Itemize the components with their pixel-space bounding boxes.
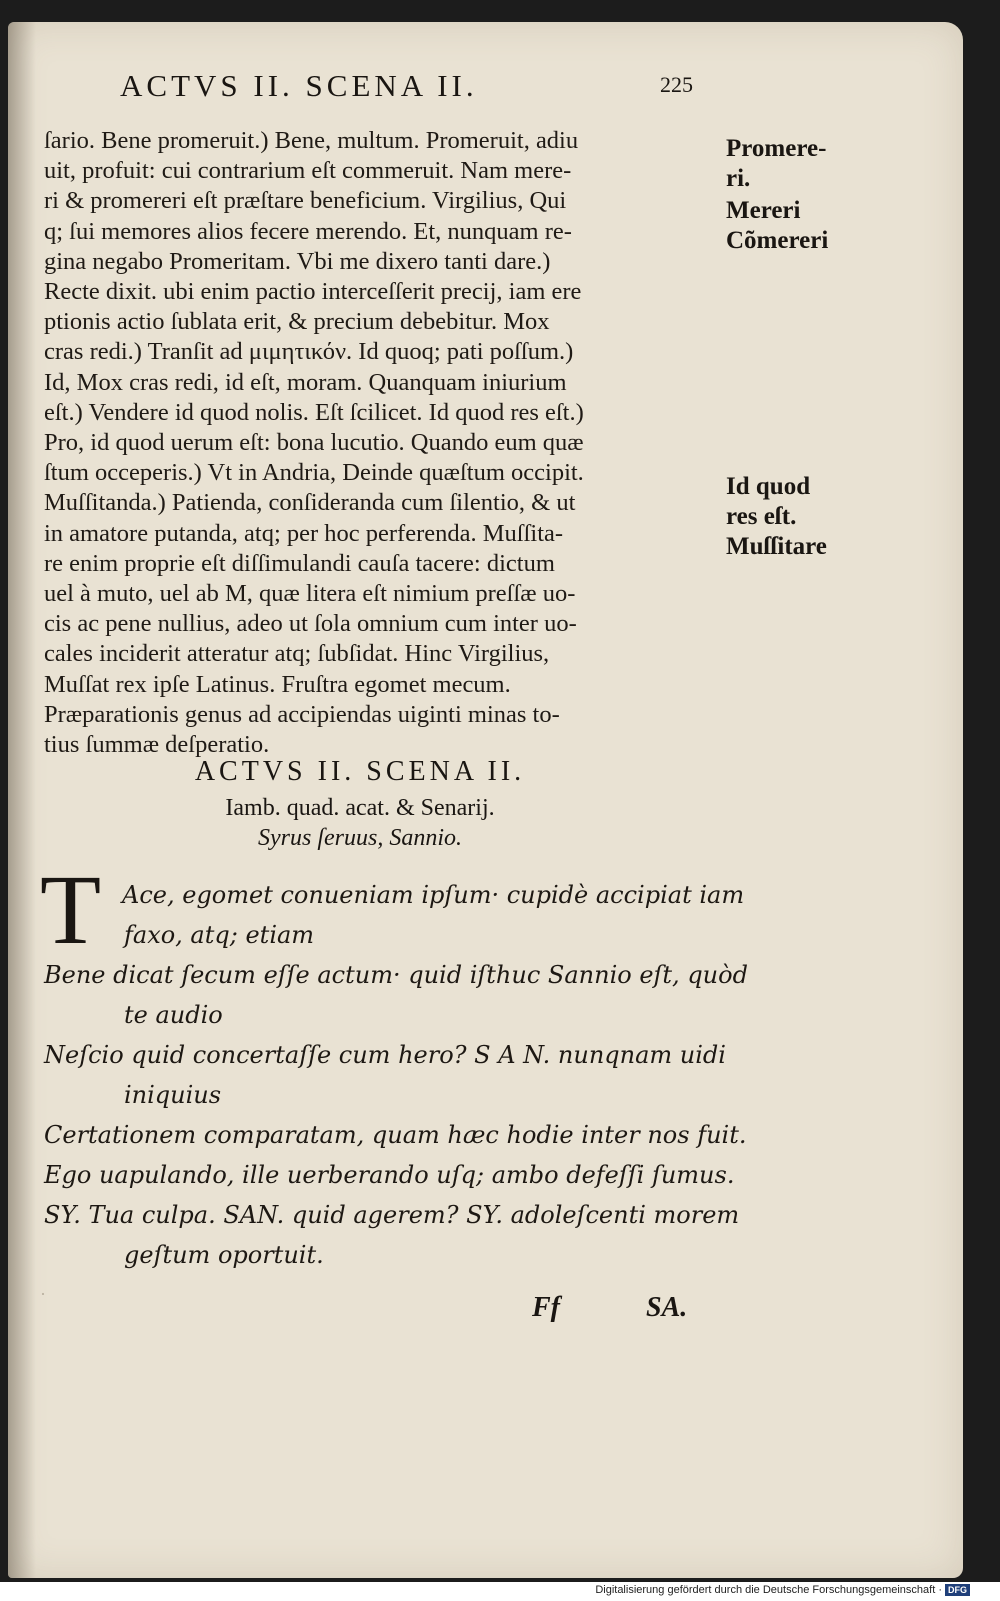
dfg-logo: DFG [945,1584,970,1596]
margin-note-line: Mereri [726,197,801,224]
verse-line: faxo, atq; etiam [124,921,315,949]
drop-cap: T [40,854,102,965]
commentary-line: ſtum occeperis.) Vt in Andria, Deinde quæſtum occipit. [44,459,584,487]
verse-block [44,875,748,1275]
verse-line: iniquius [124,1081,222,1109]
page-number: 225 [660,72,693,97]
margin-note [726,472,810,532]
commentary-line: uit, profuit: cui contrarium eſt commeruit. Nam mere- [44,157,572,185]
commentary-line: ptionis actio ſublata erit, & precium debebitur. Mox [44,308,550,336]
signature-mark: Ff [532,1292,560,1323]
verse-line: te audio [124,1001,223,1029]
commentary-line: Id, Mox cras redi, id eſt, moram. Quanquam iniurium [44,368,567,396]
footer-text: Digitalisierung gefördert durch die Deutsche Forschungsgemeinschaft · [595,1584,942,1596]
verse-line: Neſcio quid concertaſſe cum hero? S A N. nunqnam uidi [44,1041,726,1069]
commentary-line: Muſſat rex ipſe Latinus. Fruſtra egomet mecum. [44,670,511,698]
commentary-line: eſt.) Vendere id quod nolis. Eſt ſcilicet. Id quod res eſt.) [44,398,584,426]
margin-note-line: Cõmereri [726,227,829,254]
margin-note-line: ri. [726,165,751,192]
margin-note [726,196,800,226]
commentary-line: q; ſui memores alios fecere merendo. Et, nunquam re- [44,217,572,245]
commentary-line: Præparationis genus ad accipiendas uiginti minas to- [44,700,560,728]
verse-line: Bene dicat ſecum eſſe actum· quid iſthuc Sannio eſt, quòd [44,961,748,989]
catchword: SA. [646,1292,688,1323]
digitization-footer [595,1584,970,1596]
verse-line: geſtum oportuit. [124,1241,324,1269]
margin-note-line: Promere- [726,135,827,162]
verse-line: Ego uapulando, ille uerberando uſq; ambo defeſſi ſumus. [44,1161,735,1189]
commentary-line: ſario. Bene promeruit.) Bene, multum. Promeruit, adiu [44,127,579,154]
margin-note-line: Muſſitare [726,533,827,560]
running-head: ACTVS II. SCENA II. [120,68,478,103]
commentary-line: uel à muto, uel ab M, quæ litera eſt nimium preſſæ uo- [44,580,576,608]
verse-line: SY. Tua culpa. SAN. quid agerem? SY. adoleſcenti morem [44,1201,740,1229]
margin-note-line: res eſt. [726,503,797,530]
commentary-line: tius ſummæ deſperatio. [44,731,270,759]
dramatis-personae: Syrus ſeruus, Sannio. [258,825,462,851]
margin-note [726,532,827,562]
gutter-shadow [8,22,36,1578]
commentary-line: re enim proprie eſt diſſimulandi cauſa tacere: dictum [44,549,555,577]
commentary-line: in amatore putanda, atq; per hoc perferenda. Muſſita- [44,519,564,547]
commentary-line: Muſſitanda.) Patienda, conſideranda cum ſilentio, & ut [44,489,576,517]
meter-line: Iamb. quad. acat. & Senarij. [225,795,495,821]
commentary-line: cras redi.) Tranſit ad μιμητικόν. Id quoq; pati poſſum.) [44,338,574,366]
commentary-line: cis ac pene nullius, adeo ut ſola omnium cum inter uo- [44,610,577,638]
commentary-line: cales inciderit atteratur atq; ſubſidat. Hinc Virgilius, [44,640,550,668]
verse-line: Certationem comparatam, quam hæc hodie inter nos fuit. [44,1121,747,1149]
commentary-line: Pro, id quod uerum eſt: bona lucutio. Quando eum quæ [44,429,584,457]
margin-note [726,226,828,256]
bleed-through-mark: · [40,1284,46,1304]
commentary-block [44,126,716,760]
verse-line: Ace, egomet conueniam ipſum· cupidè accipiat iam [122,881,745,909]
margin-note-line: Id quod [726,473,811,500]
commentary-line: gina negabo Promeritam. Vbi me dixero tanti dare.) [44,247,551,275]
margin-note [726,134,826,194]
commentary-line: ri & promereri eſt præſtare beneficium. Virgilius, Qui [44,187,567,215]
commentary-line: Recte dixit. ubi enim pactio interceſſerit precij, iam ere [44,278,582,306]
scene-heading: ACTVS II. SCENA II. [194,756,526,787]
